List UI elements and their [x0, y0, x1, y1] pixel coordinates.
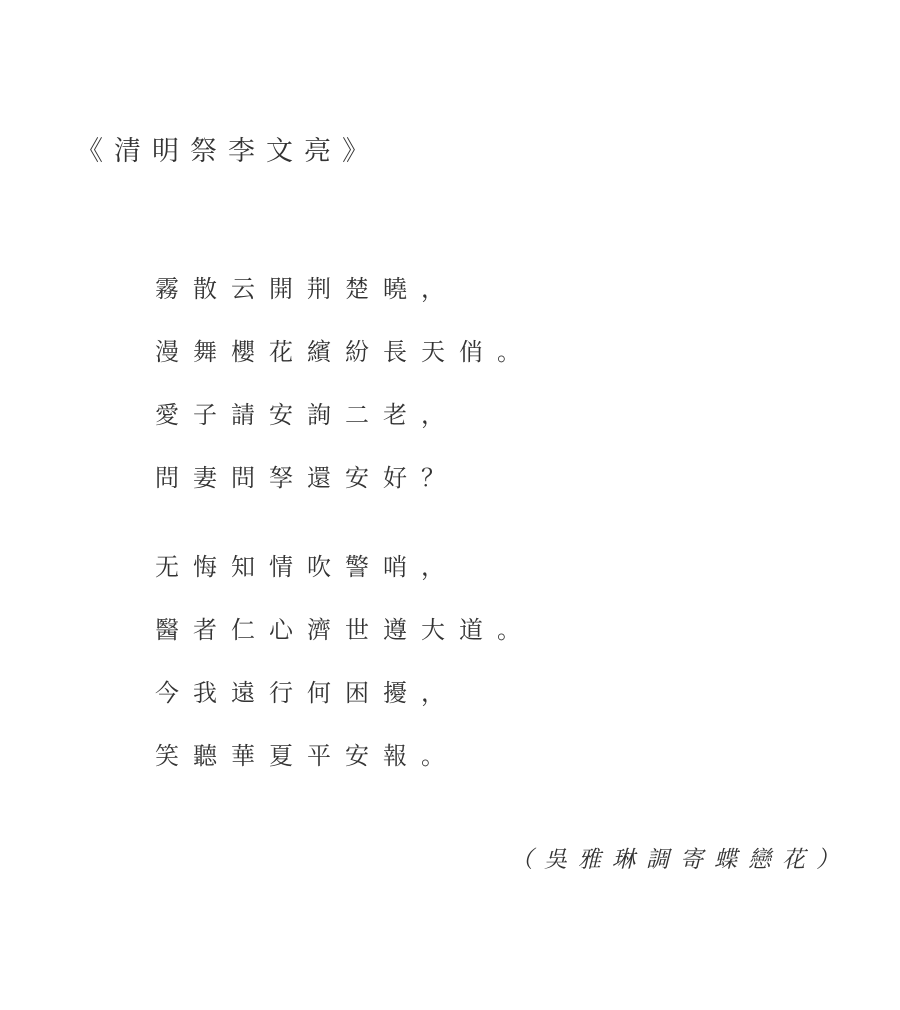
- poem-line: 問妻問孥還安好？: [155, 464, 459, 492]
- poem-line: 醫者仁心濟世遵大道。: [155, 616, 535, 644]
- poem-title: 《清明祭李文亮》: [76, 136, 380, 167]
- poem-signature: （吳雅琳調寄蝶戀花）: [510, 847, 850, 873]
- stanza-2: [155, 536, 535, 788]
- poem-line: 笑聽華夏平安報。: [155, 742, 459, 770]
- poem-line: 霧散云開荆楚曉，: [155, 275, 459, 303]
- poem-line: 愛子請安詢二老，: [155, 401, 459, 429]
- poem-line: 今我遠行何困擾，: [155, 679, 459, 707]
- poem-line: 无悔知情吹警哨，: [155, 553, 459, 581]
- poem-line: 漫舞櫻花繽紛長天俏。: [155, 338, 535, 366]
- stanza-1: [155, 258, 535, 510]
